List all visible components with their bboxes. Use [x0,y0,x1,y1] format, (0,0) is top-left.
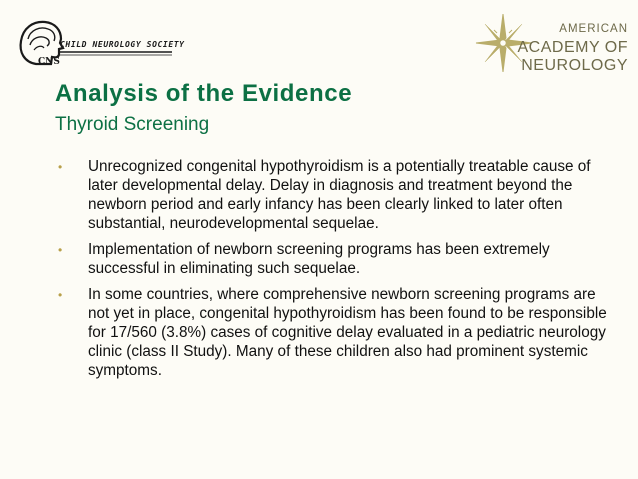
slide-title: Analysis of the Evidence [55,80,353,107]
american-academy-of-neurology-logo [470,8,630,80]
bullet-marker-icon: • [58,160,63,174]
aan-logo-line1: AMERICAN [559,23,628,35]
bullet-item [55,157,615,233]
bullet-item [55,240,615,278]
bullet-text: Implementation of newborn screening programs has been extremely successful in eliminating such sequelae. [88,241,550,277]
child-neurology-society-logo [14,14,184,72]
bullet-item [55,285,615,380]
slide-subtitle: Thyroid Screening [55,114,210,135]
bullet-marker-icon: • [58,243,63,257]
bullet-text: Unrecognized congenital hypothyroidism is a potentially treatable cause of later developmental delay. Delay in diagnosis and treatment beyond the newborn period and early infancy has been clearly linked to later often substantial, neurodevelopmental sequelae. [88,158,591,232]
cns-logo-initials: CNS [38,57,60,67]
cns-logo-text: CHILD NEUROLOGY SOCIETY [60,40,185,49]
bullet-list [55,157,615,387]
bullet-marker-icon: • [58,288,63,302]
aan-logo-line3: NEUROLOGY [521,57,628,74]
aan-logo-line2: ACADEMY OF [517,39,628,56]
bullet-text: In some countries, where comprehensive newborn screening programs are not yet in place, congenital hypothyroidism has been found to be responsible for 17/560 (3.8%) cases of cognitive delay evaluated in a pediatric neurology clinic (class II Study). Many of these children also had prominent systemic symptoms. [88,286,607,379]
